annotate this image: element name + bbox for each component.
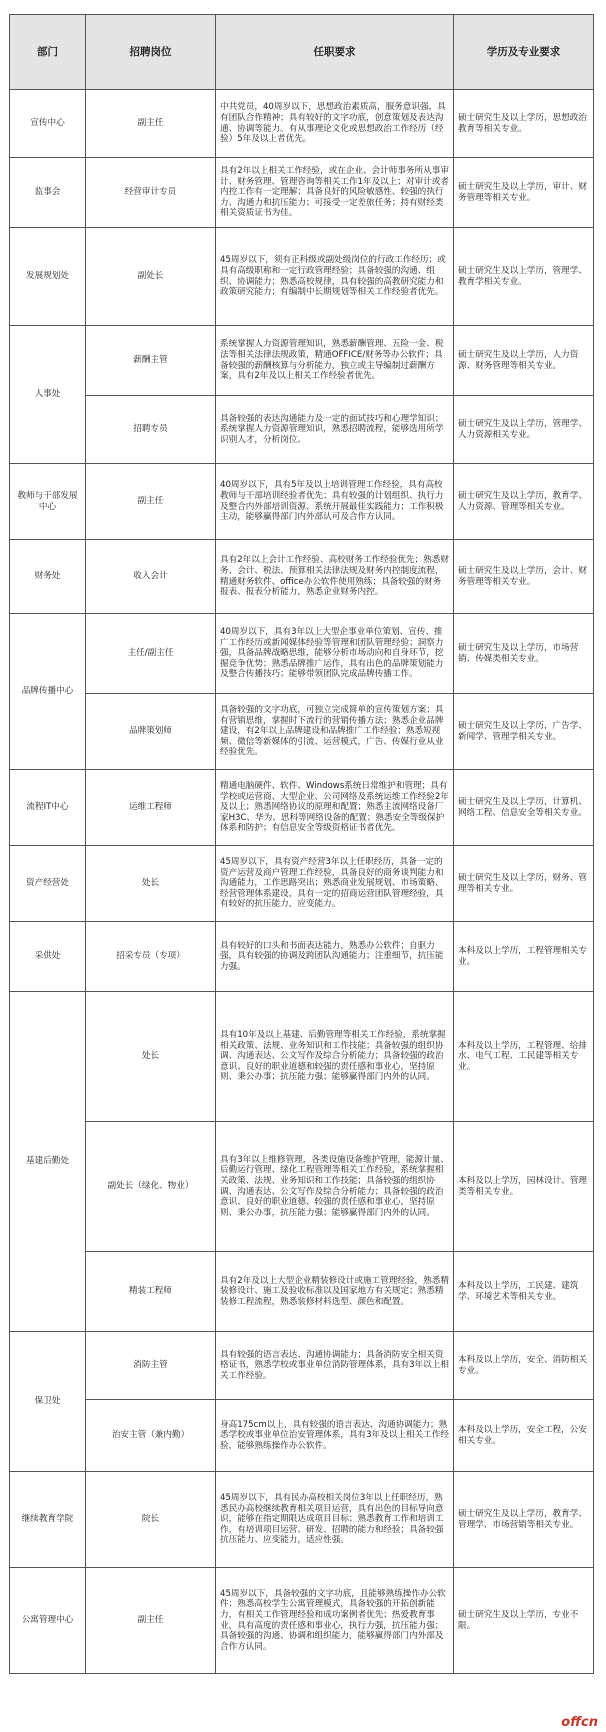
post-cell: 收入会计 <box>86 540 216 614</box>
post-cell: 薪酬主管 <box>86 326 216 396</box>
table-row <box>10 694 594 770</box>
table-row <box>10 1400 594 1472</box>
post-cell: 经营审计专员 <box>86 158 216 228</box>
education-cell: 本科及以上学历，工程管理相关专业。 <box>454 922 594 992</box>
dept-cell: 财务处 <box>10 540 86 614</box>
requirement-cell: 45周岁以下，具备较强的文字功底，且能够熟练操作办公软件；熟悉高校学生公寓管理模式，具备较强的开拓创新能力，有相关工作管理经验和成功案例者优先；热爱教育事业，具有高度的责任感和事业心，执行力强，抗压能力强；具备较强的沟通、协调和组织能力，能够赢得部门内外部及合作方认同。 <box>216 1568 454 1674</box>
education-cell: 本科及以上学历，工民建、建筑学、环境艺术等相关专业。 <box>454 1252 594 1332</box>
post-cell: 治安主管（兼内勤） <box>86 1400 216 1472</box>
dept-cell: 资产经营处 <box>10 846 86 922</box>
requirement-cell: 具有较强的语言表达、沟通协调能力；具备消防安全相关资格证书，熟悉学校或事业单位消防管理体系，具有3年以上相关工作经验。 <box>216 1332 454 1400</box>
dept-cell: 宣传中心 <box>10 90 86 158</box>
post-cell: 副主任 <box>86 1568 216 1674</box>
table-row <box>10 1472 594 1568</box>
post-cell: 招采专员（专项） <box>86 922 216 992</box>
dept-cell: 采供处 <box>10 922 86 992</box>
dept-cell: 品牌传播中心 <box>10 614 86 770</box>
requirement-cell: 45周岁以下，具有民办高校相关岗位3年以上任职经历，熟悉民办高校继续教育相关项目运营，具有出色的目标导向意识，能够在指定期限达成项目目标；熟悉教育工作和培训工作，有培训项目运营、研发、招聘的能力和经验；具备较强抗压能力、应变能力，适应性强。 <box>216 1472 454 1568</box>
education-cell: 本科及以上学历，工程管理、给排水、电气工程、工民建等相关专业。 <box>454 992 594 1122</box>
education-cell: 本科及以上学历，园林设计、管理类等相关专业。 <box>454 1122 594 1252</box>
education-cell: 硕士研究生及以上学历，思想政治教育等相关专业。 <box>454 90 594 158</box>
table-row <box>10 464 594 540</box>
post-cell: 副主任 <box>86 90 216 158</box>
education-cell: 硕士研究生及以上学历，专业不限。 <box>454 1568 594 1674</box>
recruitment-table <box>9 14 594 1674</box>
requirement-cell: 具有2年及以上大型企业精装修设计或施工管理经验，熟悉精装修设计、施工及验收标准以及国家地方有关规定；熟悉精装修工程流程，熟悉装修材料选型、颜色和配置。 <box>216 1252 454 1332</box>
post-cell: 副主任 <box>86 464 216 540</box>
education-cell: 硕士研究生及以上学历，财务、管理等相关专业。 <box>454 846 594 922</box>
table-row <box>10 90 594 158</box>
dept-cell: 公寓管理中心 <box>10 1568 86 1674</box>
post-cell: 招聘专员 <box>86 396 216 464</box>
education-cell: 硕士研究生及以上学历，教育学、管理学、市场营销等相关专业。 <box>454 1472 594 1568</box>
dept-cell: 保卫处 <box>10 1332 86 1472</box>
table-row <box>10 1568 594 1674</box>
education-cell: 硕士研究生及以上学历，教育学、人力资源、管理等相关专业。 <box>454 464 594 540</box>
post-cell: 院长 <box>86 1472 216 1568</box>
requirement-cell: 具有2年以上相关工作经验，或在企业、会计师事务所从事审计、财务管理、管理咨询等相关工作1年及以上；对审计或者内控工作有一定理解；具备良好的风险敏感性、较强的执行力、沟通力和抗压能力；可接受一定差旅任务；持有财经类相关资质证书为佳。 <box>216 158 454 228</box>
dept-cell: 发展规划处 <box>10 228 86 326</box>
requirement-cell: 45周岁以下，具有资产经营3年以上任职经历，具备一定的资产运营及商户管理工作经验，具备良好的商务谈判能力和沟通能力，工作思路突出；熟悉商业发展规划、市场策略、经营管理体系建设，具有一定的招商运营团队管理经验，具有较好的抗压能力，应变能力。 <box>216 846 454 922</box>
post-cell: 品牌策划师 <box>86 694 216 770</box>
post-cell: 处长 <box>86 992 216 1122</box>
header-requirements: 任职要求 <box>216 15 454 90</box>
requirement-cell: 具备较强的表达沟通能力及一定的面试技巧和心理学知识；系统掌握人力资源管理知识，熟悉招聘流程，能够选用所学识别人才，分析岗位。 <box>216 396 454 464</box>
table-row <box>10 922 594 992</box>
table-row <box>10 1122 594 1252</box>
header-dept: 部门 <box>10 15 86 90</box>
post-cell: 消防主管 <box>86 1332 216 1400</box>
table-row <box>10 770 594 846</box>
education-cell: 硕士研究生及以上学历，管理学、教育学相关专业。 <box>454 228 594 326</box>
dept-cell: 基建后勤处 <box>10 992 86 1332</box>
post-cell: 副处长（绿化、物业） <box>86 1122 216 1252</box>
table-row <box>10 326 594 396</box>
education-cell: 硕士研究生及以上学历，市场营销、传媒类相关专业。 <box>454 614 594 694</box>
dept-cell: 教师与干部发展中心 <box>10 464 86 540</box>
education-cell: 硕士研究生及以上学历，人力资源、财务管理等相关专业。 <box>454 326 594 396</box>
table-row <box>10 396 594 464</box>
table-row <box>10 614 594 694</box>
header-education: 学历及专业要求 <box>454 15 594 90</box>
post-cell: 精装工程师 <box>86 1252 216 1332</box>
requirement-cell: 40周岁以下，具有5年及以上培训管理工作经验，具有高校教师与干部培训经验者优先；具有较强的计划组织、执行力及整合内外部培训资源、系统开展最佳实践能力；工作积极主动，能够赢得部门内外部认可及合作方认同。 <box>216 464 454 540</box>
table-row <box>10 158 594 228</box>
header-post: 招聘岗位 <box>86 15 216 90</box>
dept-cell: 继续教育学院 <box>10 1472 86 1568</box>
dept-cell: 人事处 <box>10 326 86 464</box>
education-cell: 硕士研究生及以上学历，广告学、新闻学、管理学相关专业。 <box>454 694 594 770</box>
table-row <box>10 992 594 1122</box>
requirement-cell: 身高175cm以上，具有较强的语言表达、沟通协调能力；熟悉学校或事业单位治安管理体系，具有3年及以上相关工作经验，能够熟练操作办公软件。 <box>216 1400 454 1472</box>
table-row <box>10 540 594 614</box>
requirement-cell: 具备较强的文字功底，可独立完成简单的宣传策划方案；具有营销思维，掌握时下流行的营销传播方法；熟悉企业品牌建设，有2年以上品牌建设和品牌推广工作经验；熟悉短视频、微信等新媒体的引流、运营模式，广告、传媒行业从业经验优先。 <box>216 694 454 770</box>
dept-cell: 监事会 <box>10 158 86 228</box>
education-cell: 硕士研究生及以上学历，审计、财务管理等相关专业。 <box>454 158 594 228</box>
table-row <box>10 228 594 326</box>
education-cell: 硕士研究生及以上学历，计算机、网络工程、信息安全等相关专业。 <box>454 770 594 846</box>
requirement-cell: 具有较好的口头和书面表达能力，熟悉办公软件；自驱力强，具有较强的协调及跨团队沟通能力；注重细节，抗压能力强。 <box>216 922 454 992</box>
requirement-cell: 45周岁以下，须有正科级或副处级岗位的行政工作经历；或具有高级职称和一定行政管理经验；具备较强的沟通、组织、协调能力；熟悉高校规律，具有较强的高教研究能力和政策研究能力；有编制中长期规划等相关工作经验者优先。 <box>216 228 454 326</box>
post-cell: 处长 <box>86 846 216 922</box>
table-row <box>10 846 594 922</box>
requirement-cell: 系统掌握人力资源管理知识，熟悉薪酬管理、五险一金、税法等相关法律法规政策，精通OFFICE/财务等办公软件；具备较强的薪酬核算与分析能力，独立或主导编制过薪酬方案，具有2年及以上相关工作经验者优先。 <box>216 326 454 396</box>
requirement-cell: 具有10年及以上基建、后勤管理等相关工作经验，系统掌握相关政策、法规、业务知识和工作技能；具备较强的组织协调、沟通表达、公文写作及综合分析能力；具备较强的政治意识、良好的职业道德和较强的责任感和事业心，坚持原则、秉公办事；抗压能力强；能够赢得部门内外的认同。 <box>216 992 454 1122</box>
requirement-cell: 中共党员，40周岁以下，思想政治素质高，服务意识强，具有团队合作精神；具有较好的文字功底，创意策划及表达沟通、协调等能力。有从事理论文化或思想政治工作经历（经验）5年及以上者优先。 <box>216 90 454 158</box>
education-cell: 硕士研究生及以上学历，会计、财务管理等相关专业。 <box>454 540 594 614</box>
education-cell: 本科及以上学历，安全工程，公安相关专业。 <box>454 1400 594 1472</box>
requirement-cell: 40周岁以下，具有3年以上大型企事业单位策划、宣传、推广工作经历或新闻媒体经验等管理和团队管理经验；洞察力强，具备品牌战略思维，能够分析市场动向和自身环节，挖掘竞争优势；熟悉品牌推广运作，具有出色的品牌策划能力及整合传播技巧；能够带领团队完成品牌传播工作。 <box>216 614 454 694</box>
table-header-row <box>10 15 594 90</box>
requirement-cell: 精通电脑硬件、软件、Windows系统日常维护和管理；具有学校或运营商、大型企业、公司网络及系统运维工作经验2年及以上；熟悉网络协议的原理和配置；熟悉主流网络设备厂家H3C、华为、思科等网络设备的配置；熟悉安全等级保护体系和防护；有信息安全等级资格证书者优先。 <box>216 770 454 846</box>
post-cell: 副处长 <box>86 228 216 326</box>
education-cell: 本科及以上学历，安全、消防相关专业。 <box>454 1332 594 1400</box>
watermark-logo: offcn <box>561 1715 598 1730</box>
post-cell: 运维工程师 <box>86 770 216 846</box>
post-cell: 主任/副主任 <box>86 614 216 694</box>
requirement-cell: 具有2年以上会计工作经验、高校财务工作经验优先；熟悉财务、会计、税法、预算相关法律法规及财务内控制度流程，精通财务软件、office办公软件使用熟练；具备较强的财务报表、报表分析能力，熟悉企业财务内控。 <box>216 540 454 614</box>
table-row <box>10 1332 594 1400</box>
dept-cell: 流程IT中心 <box>10 770 86 846</box>
education-cell: 硕士研究生及以上学历，管理学、人力资源相关专业。 <box>454 396 594 464</box>
requirement-cell: 具有3年以上维修管理，各类设施设备维护管理，能源计量、后勤运行管理、绿化工程管理等相关工作经验，系统掌握相关政策、法规、业务知识和工作技能；具备较强的组织协调、沟通表达、公文写作及综合分析能力；具备较强的政治意识、良好的职业道德、较强的责任感和事业心，坚持原则、秉公办事，抗压能力强；能够赢得部门内外的认同。 <box>216 1122 454 1252</box>
table-row <box>10 1252 594 1332</box>
